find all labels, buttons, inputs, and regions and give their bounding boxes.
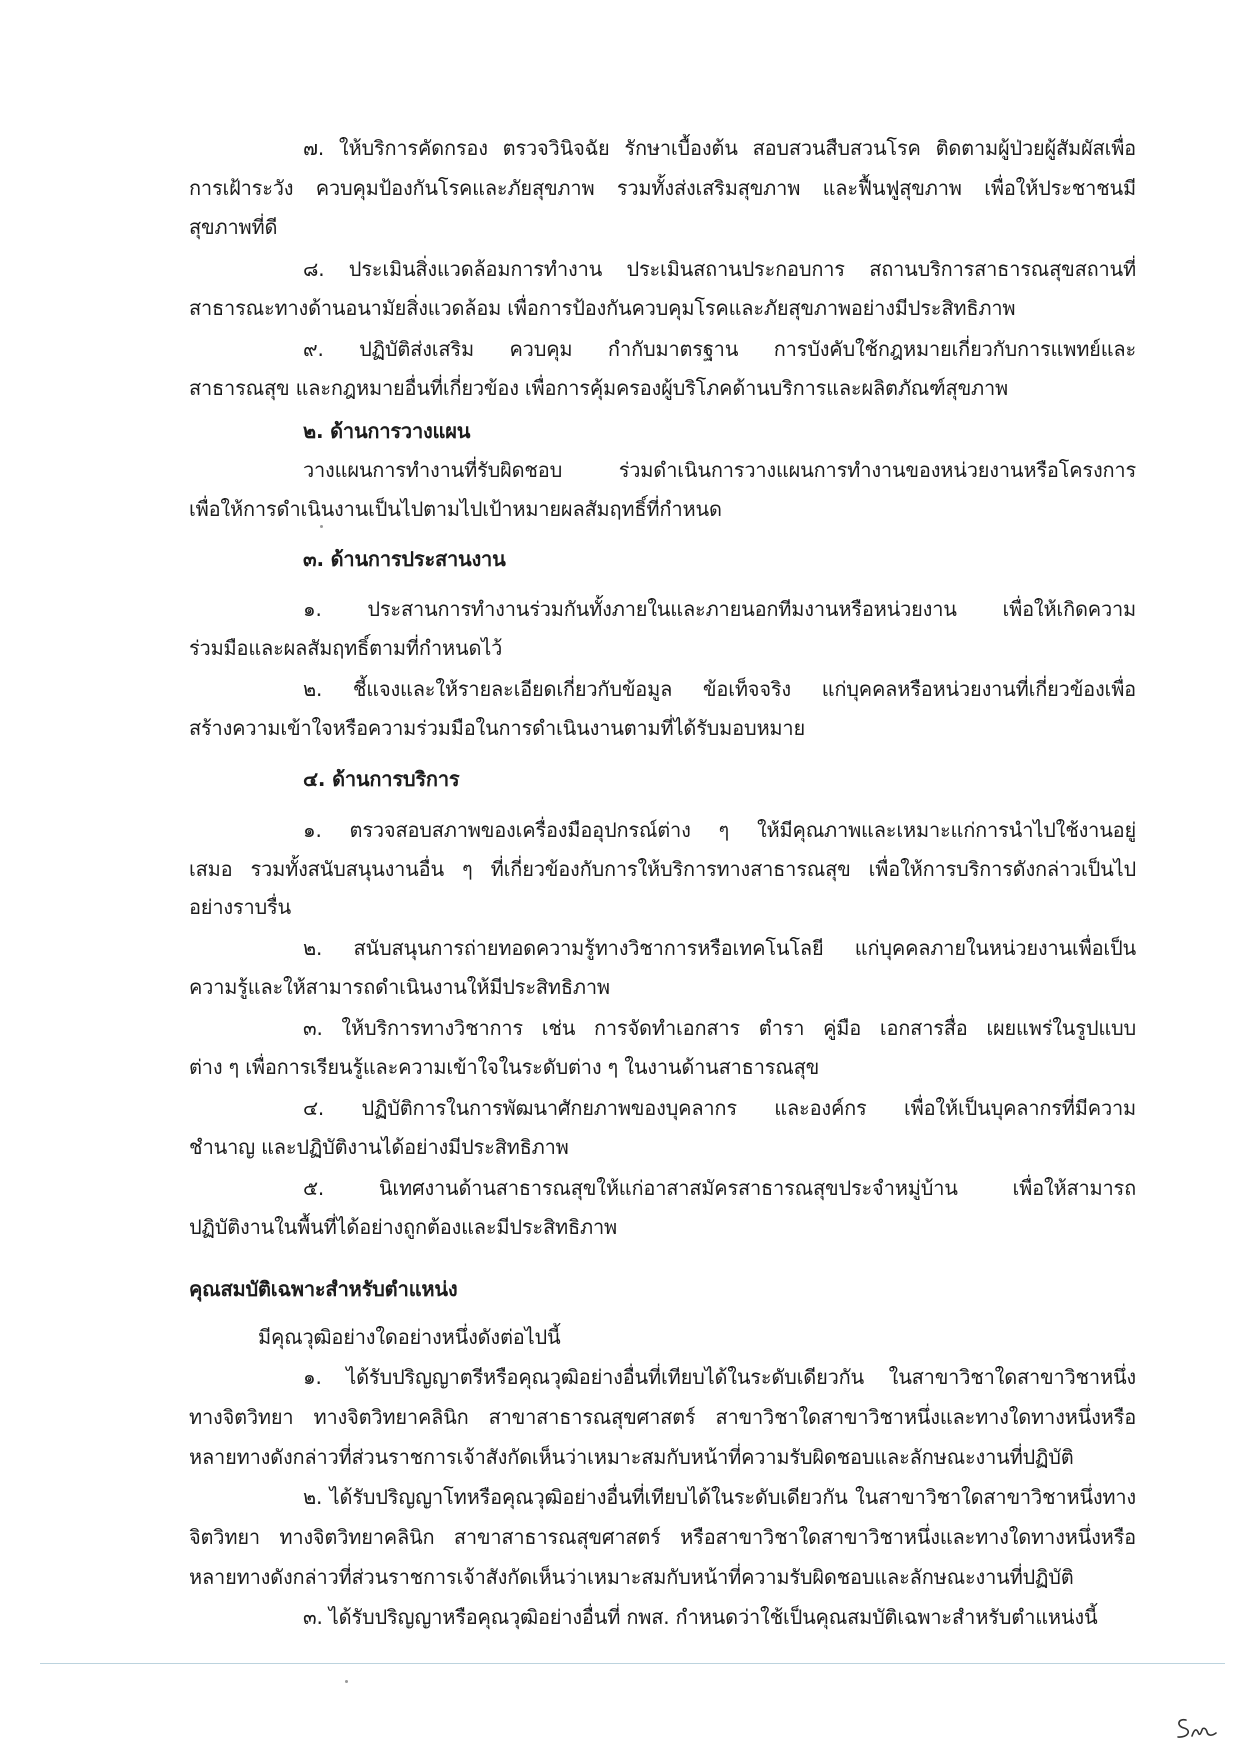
footer-divider xyxy=(40,1663,1225,1664)
planning-line-2: เพื่อให้การดำเนินงานเป็นไปตามไปเป้าหมายผลสัมฤทธิ์ที่กำหนด xyxy=(189,497,722,521)
item-7-line-2: การเฝ้าระวัง ควบคุมป้องกันโรคและภัยสุขภาพ รวมทั้งส่งเสริมสุขภาพ และฟื้นฟูสุขภาพ เพื่อให้ประชาชนมี xyxy=(189,176,1136,200)
qualification-3-line-1: ๓. ได้รับปริญญาหรือคุณวุฒิอย่างอื่นที่ กพส. กำหนดว่าใช้เป็นคุณสมบัติเฉพาะสำหรับตำแหน่งนี้ xyxy=(303,1605,1098,1629)
coordination-heading: ๓. ด้านการประสานงาน xyxy=(303,547,506,571)
service-item-5-line-1: ๕. นิเทศงานด้านสาธารณสุขให้แก่อาสาสมัครสาธารณสุขประจำหมู่บ้าน เพื่อให้สามารถ xyxy=(303,1176,1136,1200)
item-9-line-2: สาธารณสุข และกฎหมายอื่นที่เกี่ยวข้อง เพื่อการคุ้มครองผู้บริโภคด้านบริการและผลิตภัณฑ์สุขภาพ xyxy=(189,376,1009,400)
qualification-2-line-1: ๒. ได้รับปริญญาโทหรือคุณวุฒิอย่างอื่นที่เทียบได้ในระดับเดียวกัน ในสาขาวิชาใดสาขาวิชาหนึ่งทาง xyxy=(303,1485,1136,1509)
service-item-3-line-1: ๓. ให้บริการทางวิชาการ เช่น การจัดทำเอกสาร ตำรา คู่มือ เอกสารสื่อ เผยแพร่ในรูปแบบ xyxy=(303,1016,1136,1040)
service-item-5-line-2: ปฏิบัติงานในพื้นที่ได้อย่างถูกต้องและมีประสิทธิภาพ xyxy=(189,1215,617,1239)
service-item-1-line-1: ๑. ตรวจสอบสภาพของเครื่องมืออุปกรณ์ต่าง ๆ ให้มีคุณภาพและเหมาะแก่การนำไปใช้งานอยู่ xyxy=(303,818,1136,842)
signature-initials-icon xyxy=(1172,1712,1220,1742)
service-heading: ๔. ด้านการบริการ xyxy=(303,767,460,791)
service-item-2-line-2: ความรู้และให้สามารถดำเนินงานให้มีประสิทธิภาพ xyxy=(189,975,610,999)
coordination-item-1-line-1: ๑. ประสานการทำงานร่วมกันทั้งภายในและภายนอกทีมงานหรือหน่วยงาน เพื่อให้เกิดความ xyxy=(303,597,1136,621)
qualifications-heading: คุณสมบัติเฉพาะสำหรับตำแหน่ง xyxy=(189,1277,458,1301)
coordination-item-2-line-2: สร้างความเข้าใจหรือความร่วมมือในการดำเนินงานตามที่ได้รับมอบหมาย xyxy=(189,716,805,740)
item-7-line-3: สุขภาพที่ดี xyxy=(189,215,278,239)
qualification-1-line-2: ทางจิตวิทยา ทางจิตวิทยาคลินิก สาขาสาธารณสุขศาสตร์ สาขาวิชาใดสาขาวิชาหนึ่งและทางใดทางหนึ่งหรือ xyxy=(189,1405,1136,1429)
planning-line-1: วางแผนการทำงานที่รับผิดชอบ ร่วมดำเนินการวางแผนการทำงานของหน่วยงานหรือโครงการ xyxy=(303,458,1136,482)
service-item-2-line-1: ๒. สนับสนุนการถ่ายทอดความรู้ทางวิชาการหรือเทคโนโลยี แก่บุคคลภายในหน่วยงานเพื่อเป็น xyxy=(303,936,1136,960)
item-7-line-1: ๗. ให้บริการคัดกรอง ตรวจวินิจฉัย รักษาเบื้องต้น สอบสวนสืบสวนโรค ติดตามผู้ป่วยผู้สัมผัสเพื่อ xyxy=(303,136,1136,160)
scan-speck xyxy=(345,1680,348,1683)
item-8-line-1: ๘. ประเมินสิ่งแวดล้อมการทำงาน ประเมินสถานประกอบการ สถานบริการสาธารณสุขสถานที่ xyxy=(303,257,1136,281)
scan-speck xyxy=(320,525,323,528)
qualifications-intro: มีคุณวุฒิอย่างใดอย่างหนึ่งดังต่อไปนี้ xyxy=(258,1325,561,1349)
qualification-1-line-1: ๑. ได้รับปริญญาตรีหรือคุณวุฒิอย่างอื่นที่เทียบได้ในระดับเดียวกัน ในสาขาวิชาใดสาขาวิชาหนึ่ง xyxy=(303,1365,1136,1389)
service-item-4-line-2: ชำนาญ และปฏิบัติงานได้อย่างมีประสิทธิภาพ xyxy=(189,1135,569,1159)
service-item-3-line-2: ต่าง ๆ เพื่อการเรียนรู้และความเข้าใจในระดับต่าง ๆ ในงานด้านสาธารณสุข xyxy=(189,1055,820,1079)
service-item-4-line-1: ๔. ปฏิบัติการในการพัฒนาศักยภาพของบุคลากร และองค์กร เพื่อให้เป็นบุคลากรที่มีความ xyxy=(303,1096,1136,1120)
coordination-item-2-line-1: ๒. ชี้แจงและให้รายละเอียดเกี่ยวกับข้อมูล ข้อเท็จจริง แก่บุคคลหรือหน่วยงานที่เกี่ยวข้องเพื่อ xyxy=(303,677,1136,701)
planning-heading: ๒. ด้านการวางแผน xyxy=(303,419,471,443)
service-item-1-line-3: อย่างราบรื่น xyxy=(189,895,292,919)
qualification-2-line-2: จิตวิทยา ทางจิตวิทยาคลินิก สาขาสาธารณสุขศาสตร์ หรือสาขาวิชาใดสาขาวิชาหนึ่งและทางใดทางหนึ่งหรือ xyxy=(189,1525,1136,1549)
qualification-1-line-3: หลายทางดังกล่าวที่ส่วนราชการเจ้าสังกัดเห็นว่าเหมาะสมกับหน้าที่ความรับผิดชอบและลักษณะงานที่ปฏิบัติ xyxy=(189,1445,1074,1469)
service-item-1-line-2: เสมอ รวมทั้งสนับสนุนงานอื่น ๆ ที่เกี่ยวข้องกับการให้บริการทางสาธารณสุข เพื่อให้การบริการดังกล่าวเป็นไป xyxy=(189,857,1136,881)
item-8-line-2: สาธารณะทางด้านอนามัยสิ่งแวดล้อม เพื่อการป้องกันควบคุมโรคและภัยสุขภาพอย่างมีประสิทธิภาพ xyxy=(189,296,1016,320)
item-9-line-1: ๙. ปฏิบัติส่งเสริม ควบคุม กำกับมาตรฐาน การบังคับใช้กฎหมายเกี่ยวกับการแพทย์และ xyxy=(303,337,1136,361)
qualification-2-line-3: หลายทางดังกล่าวที่ส่วนราชการเจ้าสังกัดเห็นว่าเหมาะสมกับหน้าที่ความรับผิดชอบและลักษณะงานที่ปฏิบัติ xyxy=(189,1565,1074,1589)
coordination-item-1-line-2: ร่วมมือและผลสัมฤทธิ์ตามที่กำหนดไว้ xyxy=(189,636,503,660)
